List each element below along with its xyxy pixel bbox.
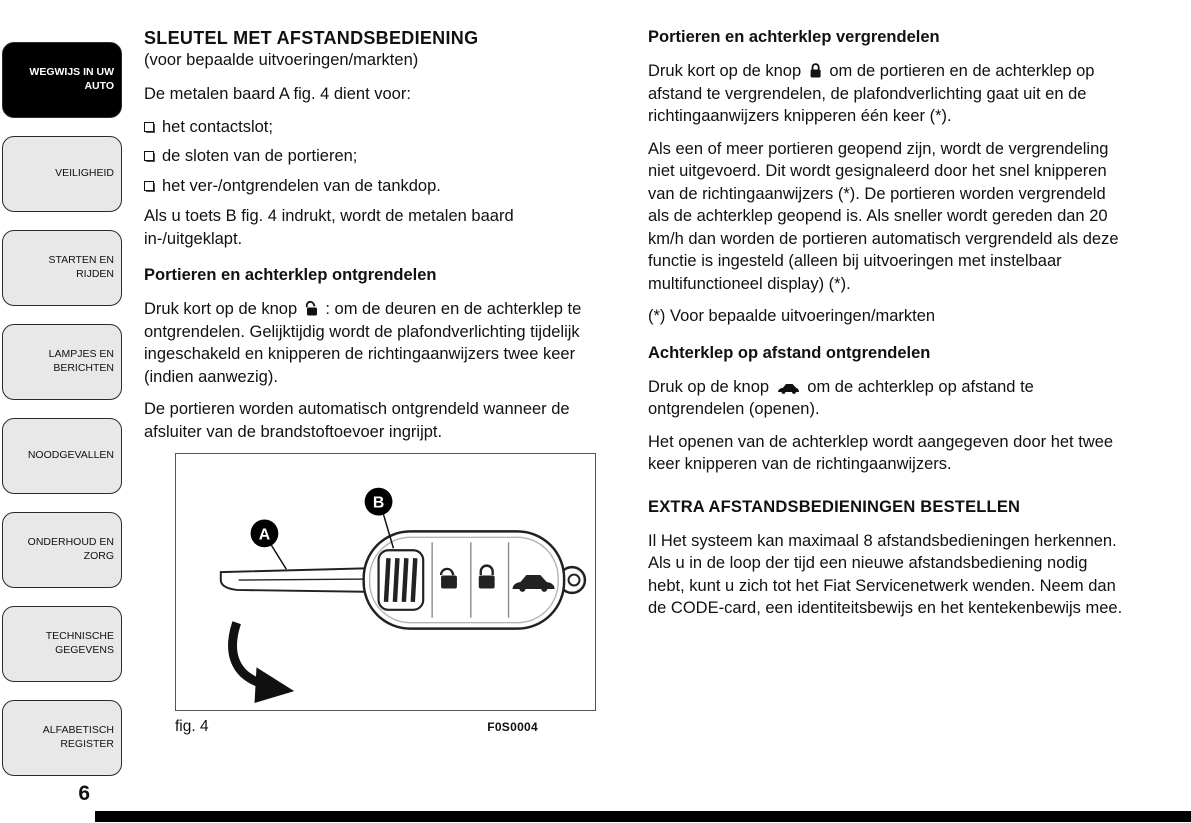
sidebar-item-noodgevallen[interactable] bbox=[2, 418, 122, 494]
key-illustration bbox=[175, 453, 596, 711]
trunk-paragraph bbox=[648, 376, 1124, 421]
remote-key-drawing bbox=[176, 454, 595, 710]
paragraph-text: Druk op de knop bbox=[648, 377, 770, 396]
extra-remotes-paragraph: Il Het systeem kan maximaal 8 afstandsbedieningen herkennen. Als u in de loop der tijd een nieuwe afstandsbediening nodig hebt, kunt u zich tot het Fiat Servicenetwerk wenden. Neem dan de CODE-card, een identiteitsbewijs en het kentekenbewijs mee. bbox=[648, 531, 1123, 617]
figure-code: F0S0004 bbox=[487, 720, 538, 734]
right-column bbox=[648, 28, 1124, 630]
extra-remotes-heading: EXTRA AFSTANDSBEDIENINGEN BESTELLEN bbox=[648, 497, 1021, 516]
sidebar-item-onderhoud-en-zorg[interactable] bbox=[2, 512, 122, 588]
paragraph-text: om de achterklep op afstand te ontgrendelen (openen). bbox=[648, 377, 1034, 418]
paragraph-text: om de portieren en de achterklep op afstand te vergrendelen, de plafondverlichting gaat uit en de richtingaanwijzers knipperen één keer (*). bbox=[648, 62, 1095, 125]
list-item-text: het ver-/ontgrendelen van de tankdop. bbox=[162, 176, 441, 195]
figure-label-a: A bbox=[258, 526, 271, 544]
lock-conditions-paragraph: Als een of meer portieren geopend zijn, wordt de vergrendeling niet uitgevoerd. Dit wordt gesignaleerd door het snel knipperen van de richtingaanwijzers (*). De portieren worden vergrendeld als de achterklep geopend is. Als sneller wordt gereden dan 20 km/h dan worden de portieren automatisch vergrendeld als deze functie is ingesteld (alleen bij uitvoeringen met instelbaar multifunctioneel display) (*). bbox=[648, 139, 1119, 293]
figure-caption-row bbox=[175, 718, 596, 736]
key-functions-list bbox=[144, 116, 606, 198]
sidebar-item-label: WEGWIJS IN UW AUTO bbox=[29, 66, 114, 92]
square-bullet-icon bbox=[144, 151, 154, 161]
sidebar bbox=[2, 42, 124, 794]
paragraph-text: Druk kort op de knop bbox=[144, 300, 298, 318]
sidebar-item-label: LAMPJES EN BERICHTEN bbox=[48, 348, 114, 374]
sidebar-item-starten-en-rijden[interactable] bbox=[2, 230, 122, 306]
sidebar-item-veiligheid[interactable] bbox=[2, 136, 122, 212]
square-bullet-icon bbox=[144, 122, 154, 132]
figure-label-b: B bbox=[372, 494, 385, 512]
square-bullet-icon bbox=[144, 181, 154, 191]
list-item bbox=[144, 175, 606, 198]
paragraph-text: Druk kort op de knop bbox=[648, 62, 802, 80]
figure-caption: fig. 4 bbox=[175, 718, 209, 735]
figure-4 bbox=[175, 453, 596, 736]
paragraph-text: : om de deuren en de achterklep te ontgrendelen. Gelijktijdig wordt de plafondverlichting tijdelijk ingeschakeld en knipperen de richtingaanwijzers twee keer (indien aanwezig). bbox=[144, 300, 582, 386]
sidebar-item-label: ALFABETISCH REGISTER bbox=[42, 724, 114, 750]
sidebar-item-label: NOODGEVALLEN bbox=[27, 449, 114, 462]
list-item-text: de sloten van de portieren; bbox=[162, 147, 358, 165]
sidebar-item-lampjes-en-berichten[interactable] bbox=[2, 324, 122, 400]
sidebar-item-label: TECHNISCHE GEGEVENS bbox=[45, 630, 114, 656]
fold-key-paragraph: Als u toets B fig. 4 indrukt, wordt de metalen baard in-/uitgeklapt. bbox=[144, 207, 514, 248]
page-subtitle: (voor bepaalde uitvoeringen/markten) bbox=[144, 51, 419, 69]
unlock-section-heading: Portieren en achterklep ontgrendelen bbox=[144, 266, 437, 284]
sidebar-item-wegwijs-in-uw-auto[interactable] bbox=[2, 42, 122, 118]
sidebar-item-technische-gegevens[interactable] bbox=[2, 606, 122, 682]
unlock-padlock-icon bbox=[305, 300, 318, 316]
bottom-bar bbox=[95, 811, 1191, 822]
sidebar-item-label: ONDERHOUD EN ZORG bbox=[27, 536, 114, 562]
list-item bbox=[144, 116, 606, 139]
lock-padlock-icon bbox=[809, 62, 822, 78]
car-trunk-icon bbox=[777, 382, 800, 394]
unlock-paragraph bbox=[144, 298, 606, 388]
list-item-text: het contactslot; bbox=[162, 117, 273, 136]
sidebar-item-label: STARTEN EN RIJDEN bbox=[48, 254, 114, 280]
lock-paragraph bbox=[648, 60, 1124, 128]
list-item bbox=[144, 145, 606, 168]
left-column bbox=[144, 28, 606, 736]
page-number: 6 bbox=[78, 782, 90, 805]
sidebar-item-label: VEILIGHEID bbox=[55, 167, 114, 180]
trunk-section-heading: Achterklep op afstand ontgrendelen bbox=[648, 343, 931, 362]
auto-unlock-paragraph: De portieren worden automatisch ontgrendeld wanneer de afsluiter van de brandstoftoevoer ingrijpt. bbox=[144, 400, 570, 441]
footnote: (*) Voor bepaalde uitvoeringen/markten bbox=[648, 307, 936, 325]
trunk-indication-paragraph: Het openen van de achterklep wordt aangegeven door het twee keer knipperen van de richtingaanwijzers. bbox=[648, 432, 1114, 473]
page-title: SLEUTEL MET AFSTANDSBEDIENING bbox=[144, 28, 479, 48]
sidebar-item-alfabetisch-register[interactable] bbox=[2, 700, 122, 776]
lock-section-heading: Portieren en achterklep vergrendelen bbox=[648, 28, 940, 46]
intro-paragraph: De metalen baard A fig. 4 dient voor: bbox=[144, 85, 411, 103]
